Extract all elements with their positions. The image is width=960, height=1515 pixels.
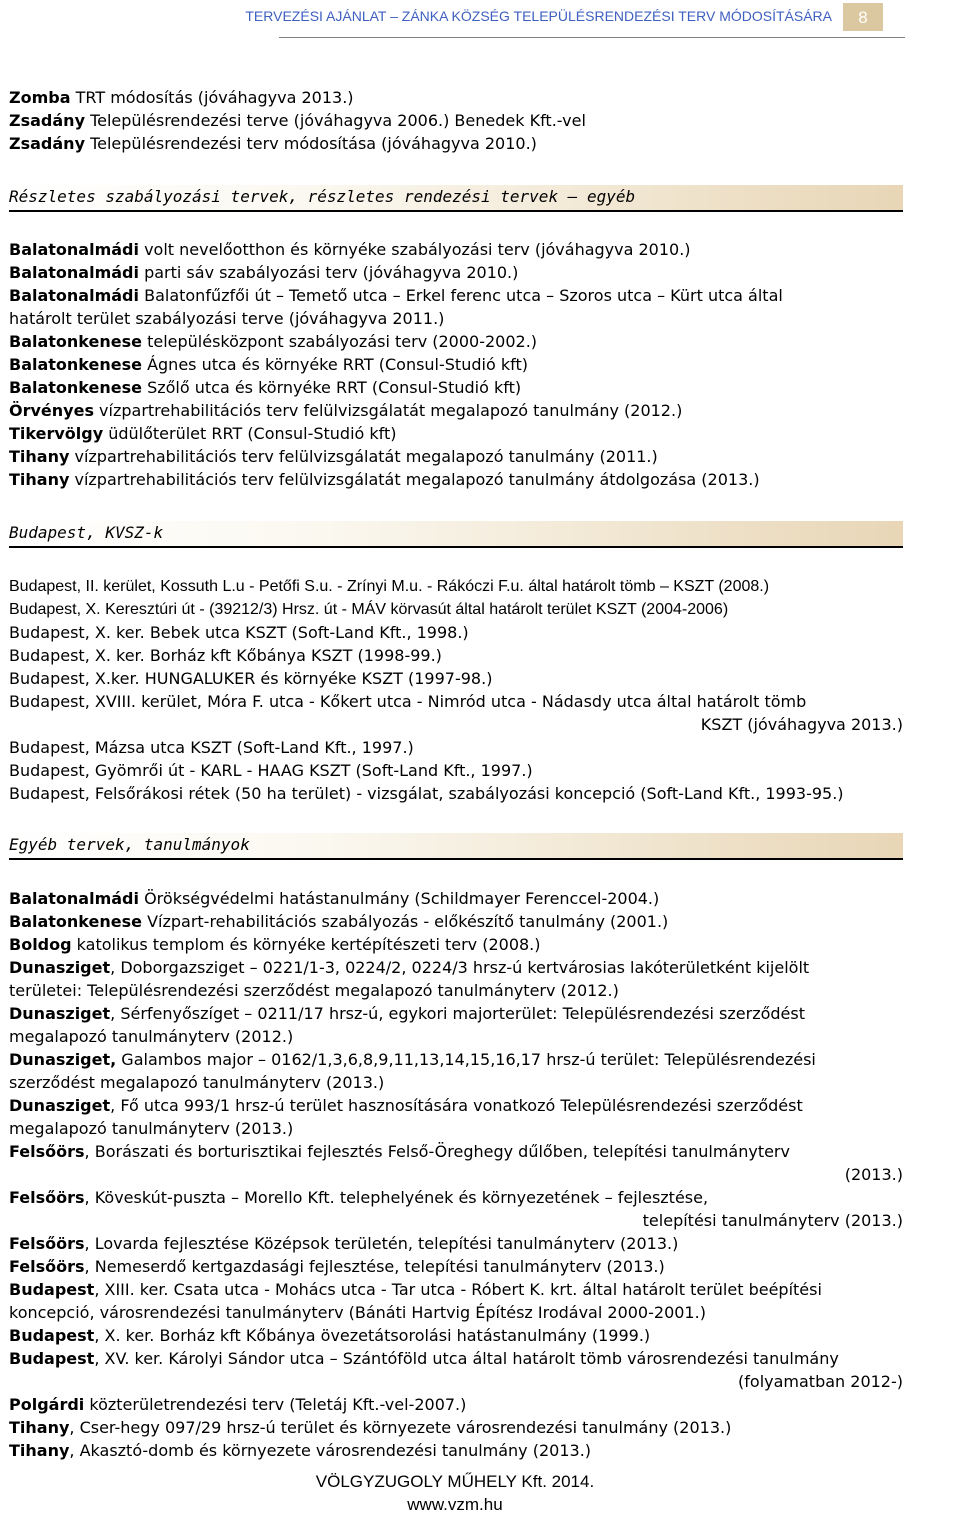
item-text: Ágnes utca és környéke RRT (Consul-Studió kft) bbox=[141, 355, 528, 374]
list-item bbox=[9, 238, 929, 261]
list-item bbox=[9, 1301, 929, 1324]
list-item bbox=[9, 621, 929, 644]
item-text: , Lovarda fejlesztése Középsok területén, telepítési tanulmányterv (2013.) bbox=[84, 1234, 679, 1253]
place-name: Zsadány bbox=[9, 134, 85, 153]
place-name: Örvényes bbox=[9, 401, 94, 420]
list-item bbox=[9, 598, 929, 621]
place-name: Balatonkenese bbox=[9, 912, 142, 931]
place-name: Balatonalmádi bbox=[9, 286, 139, 305]
place-name: Tihany bbox=[9, 447, 70, 466]
list-item bbox=[9, 759, 929, 782]
item-text: , X. ker. Borház kft Kőbánya övezetátsorolási hatástanulmány (1999.) bbox=[94, 1326, 651, 1345]
item-text: , Cser-hegy 097/29 hrsz-ú terület és környezete városrendezési tanulmány (2013.) bbox=[69, 1418, 732, 1437]
list-item bbox=[9, 1439, 929, 1462]
place-name: Felsőörs bbox=[9, 1142, 85, 1161]
place-name: Tihany bbox=[9, 470, 70, 489]
item-text: Balatonfűzfői út – Temető utca – Erkel ferenc utca – Szoros utca – Kürt utca által bbox=[139, 286, 783, 305]
list-item bbox=[9, 353, 929, 376]
place-name: Zsadány bbox=[9, 111, 85, 130]
item-text: Budapest, X. ker. Borház kft Kőbánya KSZT (1998-99.) bbox=[9, 646, 442, 665]
item-text: , Nemeserdő kertgazdasági fejlesztése, telepítési tanulmányterv (2013.) bbox=[84, 1257, 665, 1276]
item-text: Budapest, X.ker. HUNGALUKER és környéke KSZT (1997-98.) bbox=[9, 669, 493, 688]
list-item bbox=[9, 1025, 929, 1048]
item-text: szerződést megalapozó tanulmányterv (2013.) bbox=[9, 1073, 385, 1092]
list-item bbox=[9, 1140, 929, 1163]
item-text: , Akasztó-domb és környezete városrendezési tanulmány (2013.) bbox=[69, 1441, 592, 1460]
list-item bbox=[9, 86, 929, 109]
item-text: katolikus templom és környéke kertépítészeti terv (2008.) bbox=[71, 935, 541, 954]
item-text: TRT módosítás (jóváhagyva 2013.) bbox=[70, 88, 354, 107]
list-item bbox=[9, 979, 929, 1002]
list-item bbox=[9, 690, 929, 713]
list-item bbox=[9, 132, 929, 155]
place-name: Tikervölgy bbox=[9, 424, 104, 443]
item-text: megalapozó tanulmányterv (2013.) bbox=[9, 1119, 294, 1138]
list-item bbox=[9, 261, 929, 284]
item-text: határolt terület szabályozási terve (jóváhagyva 2011.) bbox=[9, 309, 445, 328]
list-item bbox=[9, 644, 929, 667]
item-text: Településrendezési terv módosítása (jóváhagyva 2010.) bbox=[85, 134, 537, 153]
reference-list-other-plans bbox=[9, 887, 929, 1462]
item-text: Budapest, Mázsa utca KSZT (Soft-Land Kft., 1997.) bbox=[9, 738, 414, 757]
item-text: , XV. ker. Károlyi Sándor utca – Szántóföld utca által határolt tömb városrendezési tanulmány bbox=[94, 1349, 839, 1368]
list-item bbox=[9, 1071, 929, 1094]
place-name: Balatonalmádi bbox=[9, 889, 139, 908]
place-name: Zomba bbox=[9, 88, 71, 107]
item-text: (folyamatban 2012-) bbox=[738, 1372, 903, 1391]
list-item bbox=[9, 109, 929, 132]
list-item bbox=[9, 1255, 929, 1278]
section-heading-other-plans bbox=[9, 833, 903, 860]
list-item bbox=[9, 284, 929, 307]
list-item bbox=[9, 1232, 929, 1255]
item-text: Vízpart-rehabilitációs szabályozás - előkészítő tanulmány (2001.) bbox=[141, 912, 669, 931]
section-title: Egyéb tervek, tanulmányok bbox=[9, 835, 250, 854]
place-name: Tihany bbox=[9, 1418, 70, 1437]
place-name: Felsőörs bbox=[9, 1257, 85, 1276]
place-name: Budapest bbox=[9, 1349, 95, 1368]
place-name: Budapest bbox=[9, 1326, 95, 1345]
item-text: Településrendezési terve (jóváhagyva 2006.) Benedek Kft.-vel bbox=[85, 111, 586, 130]
item-text: vízpartrehabilitációs terv felülvizsgálatát megalapozó tanulmány (2012.) bbox=[93, 401, 683, 420]
item-text: , Borászati és borturisztikai fejlesztés Felső-Öreghegy dűlőben, telepítési tanulmányterv bbox=[84, 1142, 790, 1161]
item-text: , XIII. ker. Csata utca - Mohács utca - Tar utca - Róbert K. krt. által határolt terület beépítési bbox=[94, 1280, 822, 1299]
list-item bbox=[9, 933, 929, 956]
item-text: üdülőterület RRT (Consul-Studió kft) bbox=[103, 424, 397, 443]
item-text: Budapest, XVIII. kerület, Móra F. utca - Kőkert utca - Nimród utca - Nádasdy utca által határolt tömb bbox=[9, 692, 807, 711]
list-item bbox=[9, 445, 929, 468]
place-name: Balatonalmádi bbox=[9, 263, 139, 282]
item-text: vízpartrehabilitációs terv felülvizsgálatát megalapozó tanulmány átdolgozása (2013.) bbox=[69, 470, 760, 489]
reference-list-budapest bbox=[9, 575, 929, 805]
item-text: Budapest, X. Keresztúri út - (39212/3) Hrsz. út - MÁV körvasút által határolt terület KSZT (2004-2006) bbox=[9, 601, 729, 618]
reference-list-detailed-plans bbox=[9, 238, 929, 491]
place-name: Dunasziget bbox=[9, 1096, 111, 1115]
item-text: Budapest, Gyömrői út - KARL - HAAG KSZT (Soft-Land Kft., 1997.) bbox=[9, 761, 533, 780]
page-number: 8 bbox=[843, 3, 883, 31]
item-text: , Sérfenyőszíget – 0211/17 hrsz-ú, egykori majorterület: Településrendezési szerződést bbox=[110, 1004, 806, 1023]
list-item bbox=[9, 782, 929, 805]
list-item bbox=[9, 1416, 929, 1439]
item-text: parti sáv szabályozási terv (jóváhagyva 2010.) bbox=[139, 263, 519, 282]
list-item bbox=[9, 887, 929, 910]
place-name: Budapest bbox=[9, 1280, 95, 1299]
section-title: Budapest, KVSZ-k bbox=[9, 523, 164, 542]
list-item bbox=[9, 1163, 929, 1186]
item-text: Szőlő utca és környéke RRT (Consul-Studió kft) bbox=[141, 378, 522, 397]
item-text: megalapozó tanulmányterv (2012.) bbox=[9, 1027, 294, 1046]
list-item bbox=[9, 713, 929, 736]
list-item bbox=[9, 1094, 929, 1117]
item-text: , Doborgazsziget – 0221/1-3, 0224/2, 0224/3 hrsz-ú kertvárosias lakóterületként kijelölt bbox=[110, 958, 810, 977]
place-name: Dunasziget bbox=[9, 1004, 111, 1023]
list-item bbox=[9, 667, 929, 690]
item-text: Budapest, Felsőrákosi rétek (50 ha terület) - vizsgálat, szabályozási koncepció (Soft-Land Kft., 1993-95.) bbox=[9, 784, 844, 803]
list-item bbox=[9, 956, 929, 979]
place-name: Boldog bbox=[9, 935, 72, 954]
item-text: telepítési tanulmányterv (2013.) bbox=[642, 1211, 903, 1230]
item-text: , Fő utca 993/1 hrsz-ú terület hasznosítására vonatkozó Településrendezési szerződést bbox=[110, 1096, 803, 1115]
place-name: Tihany bbox=[9, 1441, 70, 1460]
list-item bbox=[9, 575, 929, 598]
list-item bbox=[9, 1048, 929, 1071]
item-text: koncepció, városrendezési tanulmányterv (Bánáti Hartvig Építész Irodával 2000-2001.) bbox=[9, 1303, 706, 1322]
item-text: vízpartrehabilitációs terv felülvizsgálatát megalapozó tanulmány (2011.) bbox=[69, 447, 658, 466]
place-name: Felsőörs bbox=[9, 1188, 85, 1207]
place-name: Dunasziget bbox=[9, 958, 111, 977]
list-item bbox=[9, 468, 929, 491]
item-text: közterületrendezési terv (Teletáj Kft.-vel-2007.) bbox=[84, 1395, 467, 1414]
item-text: KSZT (jóváhagyva 2013.) bbox=[700, 715, 903, 734]
list-item bbox=[9, 1324, 929, 1347]
place-name: Balatonkenese bbox=[9, 378, 142, 397]
page-header bbox=[0, 0, 960, 42]
list-item bbox=[9, 1347, 929, 1370]
item-text: területei: Településrendezési szerződést megalapozó tanulmányterv (2012.) bbox=[9, 981, 619, 1000]
item-text: Örökségvédelmi hatástanulmány (Schildmayer Ferenccel-2004.) bbox=[139, 889, 660, 908]
place-name: Polgárdi bbox=[9, 1395, 85, 1414]
item-text: Galambos major – 0162/1,3,6,8,9,11,13,14,15,16,17 hrsz-ú terület: Településrendezési bbox=[116, 1050, 816, 1069]
list-item bbox=[9, 422, 929, 445]
list-item bbox=[9, 1186, 929, 1209]
list-item bbox=[9, 1393, 929, 1416]
list-item bbox=[9, 1002, 929, 1025]
list-item bbox=[9, 399, 929, 422]
list-item bbox=[9, 330, 929, 353]
item-text: településközpont szabályozási terv (2000-2002.) bbox=[141, 332, 538, 351]
item-text: (2013.) bbox=[844, 1165, 903, 1184]
item-text: Budapest, X. ker. Bebek utca KSZT (Soft-Land Kft., 1998.) bbox=[9, 623, 469, 642]
list-item bbox=[9, 1370, 929, 1393]
item-text: , Köveskút-puszta – Morello Kft. telephelyének és környezetének – fejlesztése, bbox=[84, 1188, 709, 1207]
section-heading-budapest bbox=[9, 521, 903, 548]
place-name: Balatonkenese bbox=[9, 355, 142, 374]
place-name: Dunasziget, bbox=[9, 1050, 117, 1069]
header-title: TERVEZÉSI AJÁNLAT – ZÁNKA KÖZSÉG TELEPÜLÉSRENDEZÉSI TERV MÓDOSÍTÁSÁRA bbox=[245, 8, 832, 24]
place-name: Felsőörs bbox=[9, 1234, 85, 1253]
header-divider bbox=[279, 37, 905, 38]
list-item bbox=[9, 376, 929, 399]
item-text: Budapest, II. kerület, Kossuth L.u - Petőfi S.u. - Zrínyi M.u. - Rákóczi F.u. által határolt tömb – KSZT (2008.) bbox=[9, 578, 770, 595]
reference-list-top bbox=[9, 86, 929, 155]
footer-url: www.vzm.hu bbox=[407, 1495, 503, 1514]
list-item bbox=[9, 1278, 929, 1301]
list-item bbox=[9, 1209, 929, 1232]
list-item bbox=[9, 910, 929, 933]
list-item bbox=[9, 736, 929, 759]
place-name: Balatonalmádi bbox=[9, 240, 139, 259]
section-heading-detailed-plans bbox=[9, 185, 903, 212]
place-name: Balatonkenese bbox=[9, 332, 142, 351]
item-text: volt nevelőotthon és környéke szabályozási terv (jóváhagyva 2010.) bbox=[139, 240, 691, 259]
footer-company: VÖLGYZUGOLY MŰHELY Kft. 2014. bbox=[315, 1472, 595, 1491]
list-item bbox=[9, 307, 929, 330]
list-item bbox=[9, 1117, 929, 1140]
section-title: Részletes szabályozási tervek, részletes rendezési tervek – egyéb bbox=[9, 187, 636, 206]
